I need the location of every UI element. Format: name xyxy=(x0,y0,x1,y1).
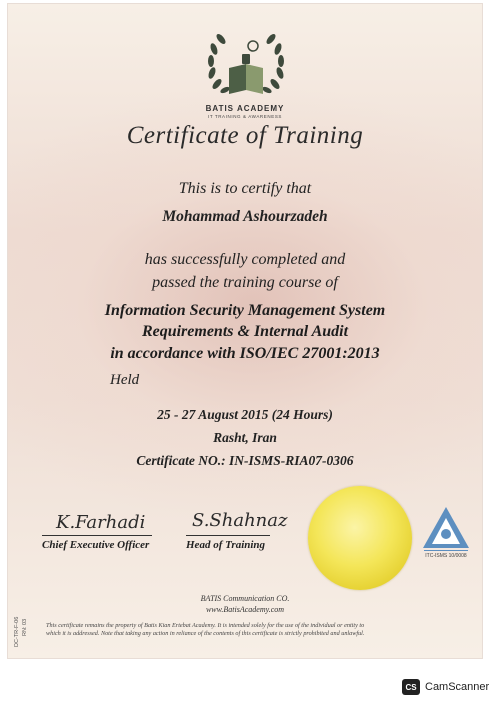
course-title-line: Information Security Management System xyxy=(104,302,386,319)
passed-line: passed the training course of xyxy=(152,274,338,291)
accreditation-caption: ITC-ISMS 10/0008 xyxy=(425,553,467,559)
certificate xyxy=(8,4,482,658)
recipient-name: Mohammad Ashourzadeh xyxy=(162,208,328,225)
camscanner-watermark xyxy=(402,678,489,696)
certify-line: This is to certify that xyxy=(178,180,312,197)
ceo-role: Chief Executive Officer xyxy=(42,539,150,551)
ceo-signature: K.Farhadi xyxy=(56,512,146,533)
company-website: www.BatisAcademy.com xyxy=(205,605,285,614)
head-of-training-signature: S.Shahnaz xyxy=(192,510,288,531)
academy-name: BATIS ACADEMY xyxy=(205,104,285,113)
book-icon xyxy=(229,41,263,94)
document-code: DC-TR-F-06 xyxy=(14,616,20,647)
signature-line xyxy=(186,535,270,536)
disclaimer-line: which it is addressed. Note that taking any action in reliance of the contents of this certificate is strictly prohibited and unlawful. xyxy=(46,630,365,637)
camscanner-label: CamScanner xyxy=(425,681,490,693)
academy-tagline: IT TRAINING & AWARENESS xyxy=(207,114,283,119)
head-of-training-role: Head of Training xyxy=(186,539,266,551)
held-label: Held xyxy=(110,372,140,388)
company-name: BATIS Communication CO. xyxy=(200,594,290,603)
course-dates: 25 - 27 August 2015 (24 Hours) xyxy=(157,407,333,422)
signature-line xyxy=(42,535,152,536)
disclaimer-line: This certificate remains the property of Batis Kian Ertebat Academy. It is intended solely for the use of the individual or entity to xyxy=(46,622,365,629)
course-title-line: in accordance with ISO/IEC 27001:2013 xyxy=(110,345,380,362)
revision-number: RN: 03 xyxy=(22,618,28,636)
course-title-line: Requirements & Internal Audit xyxy=(141,323,349,340)
camscanner-logo-icon: CS xyxy=(402,679,420,695)
certificate-number: Certificate NO.: IN-ISMS-RIA07-0306 xyxy=(136,453,354,468)
certificate-title: Certificate of Training xyxy=(126,122,364,149)
course-location: Rasht, Iran xyxy=(213,430,277,445)
academy-logo xyxy=(201,24,291,106)
gold-seal xyxy=(308,486,412,590)
completed-line: has successfully completed and xyxy=(144,251,346,268)
